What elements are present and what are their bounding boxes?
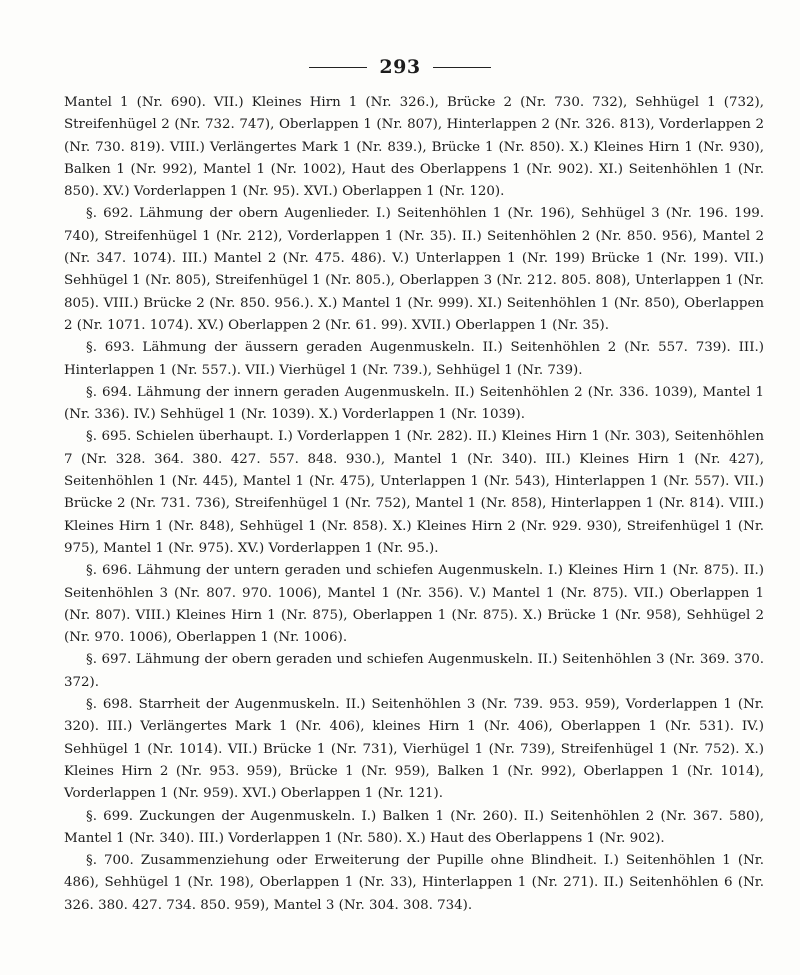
header-rule-left <box>309 67 367 68</box>
section-695: §. 695. Schielen überhaupt. I.) Vorderlappen 1 (Nr. 282). II.) Kleines Hirn 1 (Nr. 303), Seitenhöhlen 7 (Nr. 328. 364. 380. 427. 557. 848. 930.), Mantel 1 (Nr. 340). III.) Kleines Hirn 1 (Nr. 427), Seitenhöhlen 1 (Nr. 445), Mantel 1 (Nr. 475), Unterlappen 1 (Nr. 543), Hinterlappen 1 (Nr. 557). VII.) Brücke 2 (Nr. 731. 736), Streifenhügel 1 (Nr. 752), Mantel 1 (Nr. 858), Hinterlappen 1 (Nr. 814). VIII.) Kleines Hirn 1 (Nr. 848), Sehhügel 1 (Nr. 858). X.) Kleines Hirn 2 (Nr. 929. 930), Streifenhügel 1 (Nr. 975), Mantel 1 (Nr. 975). XV.) Vorderlappen 1 (Nr. 95.). <box>64 429 764 556</box>
section-698: §. 698. Starrheit der Augenmuskeln. II.) Seitenhöhlen 3 (Nr. 739. 953. 959), Vorderlappen 1 (Nr. 320). III.) Verlängertes Mark 1 (Nr. 406), kleines Hirn 1 (Nr. 406), Oberlappen 1 (Nr. 531). IV.) Sehhügel 1 (Nr. 1014). VII.) Brücke 1 (Nr. 731), Vierhügel 1 (Nr. 739), Streifenhügel 1 (Nr. 752). X.) Kleines Hirn 2 (Nr. 953. 959), Brücke 1 (Nr. 959), Balken 1 (Nr. 992), Oberlappen 1 (Nr. 1014), Vorderlappen 1 (Nr. 959). XVI.) Oberlappen 1 (Nr. 121). <box>64 697 764 802</box>
section-692: §. 692. Lähmung der obern Augenlieder. I.) Seitenhöhlen 1 (Nr. 196), Sehhügel 3 (Nr. 196. 199. 740), Streifenhügel 1 (Nr. 212), Vorderlappen 1 (Nr. 35). II.) Seitenhöhlen 2 (Nr. 850. 956), Mantel 2 (Nr. 347. 1074). III.) Mantel 2 (Nr. 475. 486). V.) Unterlappen 1 (Nr. 199) Brücke 1 (Nr. 199). VII.) Sehhügel 1 (Nr. 805), Streifenhügel 1 (Nr. 805.), Oberlappen 3 (Nr. 212. 805. 808), Unterlappen 1 (Nr. 805). VIII.) Brücke 2 (Nr. 850. 956.). X.) Mantel 1 (Nr. 999). XI.) Seitenhöhlen 1 (Nr. 850), Oberlappen 2 (Nr. 1071. 1074). XV.) Oberlappen 2 (Nr. 61. 99). XVII.) Oberlappen 1 (Nr. 35). <box>64 206 764 333</box>
section-693: §. 693. Lähmung der äussern geraden Augenmuskeln. II.) Seitenhöhlen 2 (Nr. 557. 739). III.) Hinterlappen 1 (Nr. 557.). VII.) Vierhügel 1 (Nr. 739.), Sehhügel 1 (Nr. 739). <box>64 340 764 378</box>
paragraph-continuation: Mantel 1 (Nr. 690). VII.) Kleines Hirn 1 (Nr. 326.), Brücke 2 (Nr. 730. 732), Sehhügel 1 (732), Streifenhügel 2 (Nr. 732. 747), Oberlappen 1 (Nr. 807), Hinterlappen 2 (Nr. 326. 813), Vorderlappen 2 (Nr. 730. 819). VIII.) Verlängertes Mark 1 (Nr. 839.), Brücke 1 (Nr. 850). X.) Kleines Hirn 1 (Nr. 930), Balken 1 (Nr. 992), Mantel 1 (Nr. 1002), Haut des Oberlappens 1 (Nr. 902). XI.) Seitenhöhlen 1 (Nr. 850). XV.) Vorderlappen 1 (Nr. 95). XVI.) Oberlappen 1 (Nr. 120). <box>64 95 764 200</box>
page-number: 293 <box>379 56 421 78</box>
section-699: §. 699. Zuckungen der Augenmuskeln. I.) Balken 1 (Nr. 260). II.) Seitenhöhlen 2 (Nr. 367. 580), Mantel 1 (Nr. 340). III.) Vorderlappen 1 (Nr. 580). X.) Haut des Oberlappens 1 (Nr. 902). <box>64 808 764 846</box>
body-text <box>64 92 764 917</box>
section-694: §. 694. Lähmung der innern geraden Augenmuskeln. II.) Seitenhöhlen 2 (Nr. 336. 1039), Mantel 1 (Nr. 336). IV.) Sehhügel 1 (Nr. 1039). X.) Vorderlappen 1 (Nr. 1039). <box>64 384 764 423</box>
header-rule-right <box>433 67 491 68</box>
section-697: §. 697. Lähmung der obern geraden und schiefen Augenmuskeln. II.) Seitenhöhlen 3 (Nr. 369. 370. 372). <box>64 652 764 690</box>
page-header <box>0 52 800 82</box>
section-696: §. 696. Lähmung der untern geraden und schiefen Augenmuskeln. I.) Kleines Hirn 1 (Nr. 875). II.) Seitenhöhlen 3 (Nr. 807. 970. 1006), Mantel 1 (Nr. 356). V.) Mantel 1 (Nr. 875). VII.) Oberlappen 1 (Nr. 807). VIII.) Kleines Hirn 1 (Nr. 875), Oberlappen 1 (Nr. 875). X.) Brücke 1 (Nr. 958), Sehhügel 2 (Nr. 970. 1006), Oberlappen 1 (Nr. 1006). <box>64 563 764 646</box>
section-700: §. 700. Zusammenziehung oder Erweiterung der Pupille ohne Blindheit. I.) Seitenhöhlen 1 (Nr. 486), Sehhügel 1 (Nr. 198), Oberlappen 1 (Nr. 33), Hinterlappen 1 (Nr. 271). II.) Seitenhöhlen 6 (Nr. 326. 380. 427. 734. 850. 959), Mantel 3 (Nr. 304. 308. 734). <box>64 853 764 913</box>
